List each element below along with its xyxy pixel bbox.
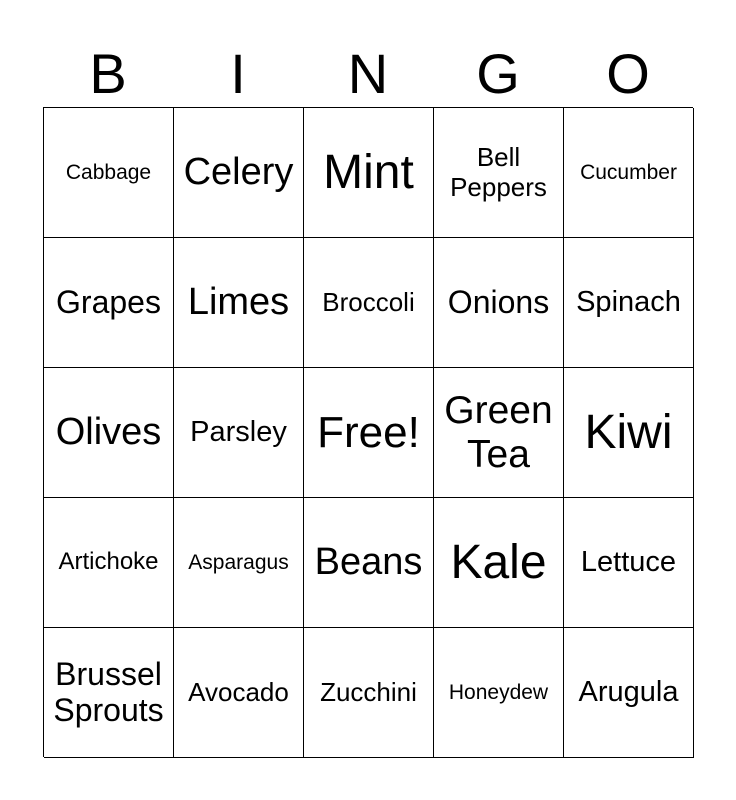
bingo-cell[interactable]	[174, 628, 304, 758]
bingo-cell[interactable]	[304, 238, 434, 368]
header-letter-i: I	[230, 42, 246, 105]
bingo-header	[43, 40, 693, 108]
cell-label: Lettuce	[580, 546, 677, 579]
bingo-cell[interactable]	[174, 238, 304, 368]
bingo-cell[interactable]	[434, 108, 564, 238]
cell-label: Grapes	[56, 283, 161, 320]
cell-label: Bell Peppers	[450, 142, 547, 202]
cell-label: Broccoli	[322, 286, 415, 317]
cell-label: Beans	[314, 541, 423, 584]
bingo-cell[interactable]	[564, 108, 694, 238]
cell-label: Onions	[447, 283, 550, 320]
cell-label: Honeydew	[448, 680, 549, 704]
header-letter-o: O	[606, 42, 650, 105]
cell-label: Zucchini	[320, 676, 417, 707]
bingo-cell[interactable]	[44, 498, 174, 628]
cell-label: Celery	[183, 151, 294, 194]
bingo-cell[interactable]	[174, 498, 304, 628]
cell-label: Avocado	[188, 676, 289, 707]
cell-label: Asparagus	[188, 550, 289, 574]
cell-label: Parsley	[190, 416, 287, 449]
cell-label: Limes	[187, 281, 290, 324]
bingo-cell[interactable]	[434, 368, 564, 498]
bingo-cell[interactable]	[564, 628, 694, 758]
bingo-cell[interactable]	[304, 108, 434, 238]
bingo-cell[interactable]	[564, 238, 694, 368]
bingo-cell[interactable]	[304, 628, 434, 758]
header-letter-g: G	[476, 42, 520, 105]
cell-label: Mint	[323, 145, 414, 199]
cell-label: Artichoke	[58, 548, 159, 576]
bingo-cell[interactable]	[174, 108, 304, 238]
cell-label: Arugula	[578, 676, 679, 709]
bingo-cell[interactable]	[304, 498, 434, 628]
header-letter-n: N	[347, 42, 389, 105]
bingo-cell[interactable]	[44, 238, 174, 368]
cell-label: Spinach	[576, 286, 681, 319]
cell-label: Brussel Sprouts	[53, 655, 164, 728]
bingo-board	[43, 107, 693, 757]
free-space-label: Free!	[317, 407, 420, 457]
bingo-cell[interactable]	[434, 628, 564, 758]
bingo-cell[interactable]	[174, 368, 304, 498]
cell-label: Olives	[55, 411, 162, 454]
cell-label: Kale	[450, 535, 547, 589]
bingo-cell[interactable]	[44, 108, 174, 238]
bingo-cell[interactable]	[434, 498, 564, 628]
cell-label: Kiwi	[584, 405, 673, 459]
cell-label: Cucumber	[580, 160, 677, 184]
bingo-cell[interactable]	[44, 628, 174, 758]
cell-label: Green Tea	[444, 388, 553, 476]
bingo-cell[interactable]	[44, 368, 174, 498]
bingo-cell[interactable]	[434, 238, 564, 368]
bingo-cell[interactable]	[564, 368, 694, 498]
bingo-cell[interactable]	[304, 368, 434, 498]
cell-label: Cabbage	[65, 160, 152, 184]
header-letter-b: B	[89, 42, 127, 105]
bingo-cell[interactable]	[564, 498, 694, 628]
